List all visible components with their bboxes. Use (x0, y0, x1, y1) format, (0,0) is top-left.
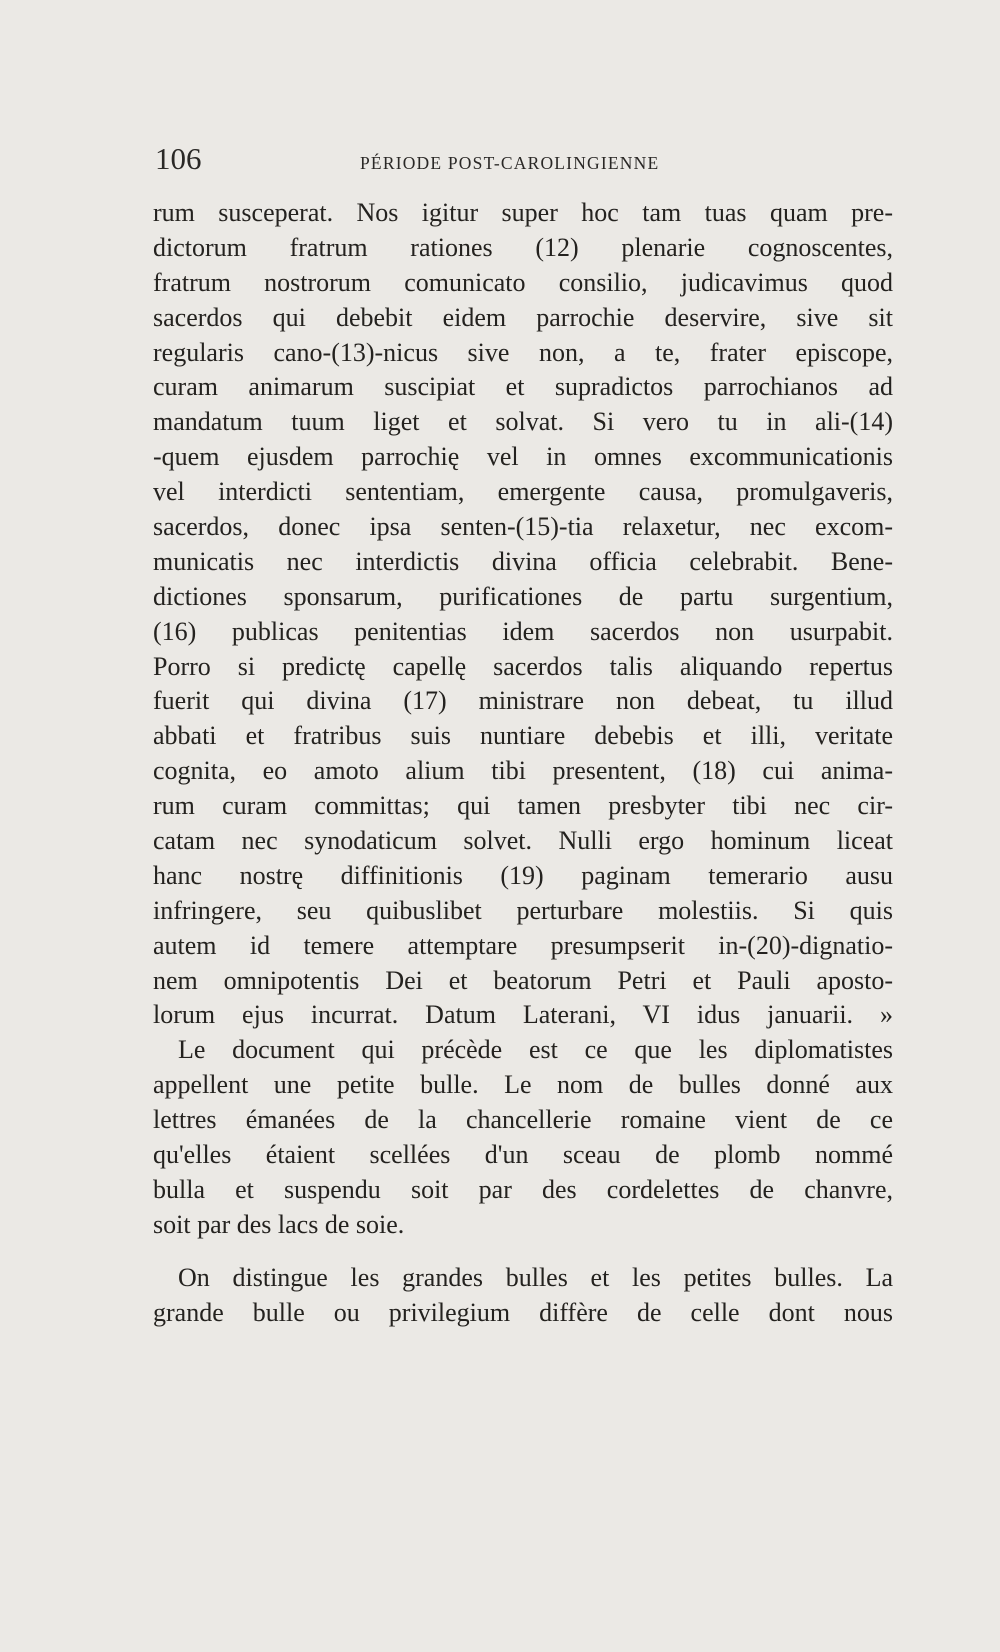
text-line: dictorum fratrum rationes (12) plenarie cognoscentes, (153, 232, 893, 262)
text-line: cognita, eo amoto alium tibi presentent, (18) cui anima- (153, 756, 893, 786)
paragraph-grandes-petites-bulles (153, 1261, 893, 1331)
text-line: rum curam committas; qui tamen presbyter tibi nec cir- (153, 791, 893, 821)
text-line: curam animarum suscipiat et supradictos parrochianos ad (153, 372, 893, 402)
running-title: PÉRIODE POST-CAROLINGIENNE (360, 153, 660, 173)
text-line: dictiones sponsarum, purificationes de partu surgentium, (153, 581, 893, 611)
text-line: municatis nec interdictis divina officia celebrabit. Bene- (153, 546, 893, 576)
text-line: -quem ejusdem parrochię vel in omnes excommunicationis (153, 442, 893, 472)
text-line: fuerit qui divina (17) ministrare non debeat, tu illud (153, 686, 893, 716)
text-line: grande bulle ou privilegium diffère de celle dont nous (153, 1297, 893, 1327)
text-line: qu'elles étaient scellées d'un sceau de plomb nommé (153, 1140, 893, 1170)
text-line: infringere, seu quibuslibet perturbare molestiis. Si quis (153, 895, 893, 925)
paragraph-gap (153, 1243, 893, 1261)
latin-charter-text (153, 196, 893, 1033)
text-line: mandatum tuum liget et solvat. Si vero tu in ali-(14) (153, 407, 893, 437)
text-line: soit par des lacs de soie. (153, 1209, 405, 1239)
text-line: bulla et suspendu soit par des cordelettes de chanvre, (153, 1174, 893, 1204)
text-line: On distingue les grandes bulles et les petites bulles. La (178, 1262, 893, 1292)
text-line: autem id temere attemptare presumpserit in-(20)-dignatio- (153, 930, 893, 960)
text-line: (16) publicas penitentias idem sacerdos non usurpabit. (153, 616, 893, 646)
text-line: nem omnipotentis Dei et beatorum Petri et Pauli aposto- (153, 965, 893, 995)
text-line: regularis cano-(13)-nicus sive non, a te, frater episcope, (153, 337, 893, 367)
text-line: lettres émanées de la chancellerie romaine vient de ce (153, 1105, 893, 1135)
text-line: hanc nostrę diffinitionis (19) paginam temerario ausu (153, 860, 893, 890)
text-line: vel interdicti sententiam, emergente causa, promulgaveris, (153, 477, 893, 507)
text-line: Porro si predictę capellę sacerdos talis aliquando repertus (153, 651, 893, 681)
page-number: 106 (155, 141, 202, 176)
text-line: Le document qui précède est ce que les diplomatistes (178, 1035, 893, 1065)
text-line: fratrum nostrorum comunicato consilio, judicavimus quod (153, 267, 893, 297)
paragraph-bulle-definition (153, 1033, 893, 1242)
text-line: catam nec synodaticum solvet. Nulli ergo hominum liceat (153, 826, 893, 856)
text-line: sacerdos, donec ipsa senten-(15)-tia relaxetur, nec excom- (153, 512, 893, 542)
body-text (153, 196, 893, 1331)
page-header (155, 141, 915, 181)
text-line: abbati et fratribus suis nuntiare debebis et illi, veritate (153, 721, 893, 751)
text-line: lorum ejus incurrat. Datum Laterani, VI idus januarii. » (153, 1000, 893, 1030)
text-line: appellent une petite bulle. Le nom de bulles donné aux (153, 1070, 893, 1100)
text-line: sacerdos qui debebit eidem parrochie deservire, sive sit (153, 302, 893, 332)
text-line: rum susceperat. Nos igitur super hoc tam tuas quam pre- (153, 198, 893, 227)
